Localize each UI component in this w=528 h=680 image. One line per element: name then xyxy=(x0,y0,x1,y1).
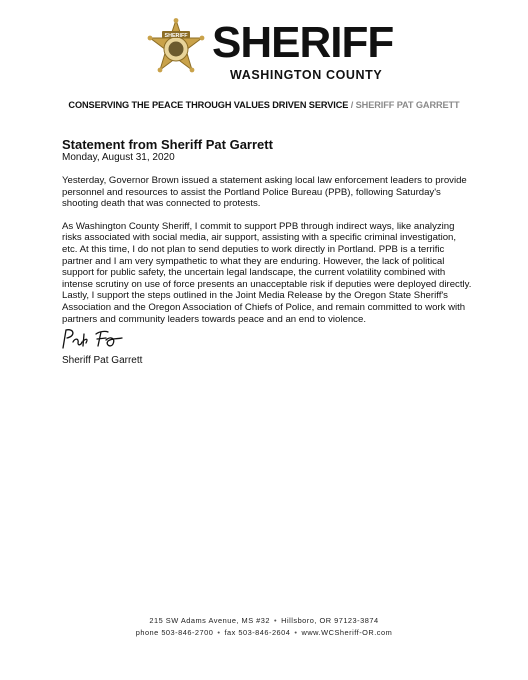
badge-ring-text: SHERIFF xyxy=(164,32,188,39)
tagline xyxy=(0,100,528,110)
tagline-primary: CONSERVING THE PEACE THROUGH VALUES DRIVEN SERVICE xyxy=(68,100,349,110)
letterhead xyxy=(0,14,528,84)
footer-fax: fax 503-846-2604 xyxy=(224,628,291,637)
brand-subtitle: WASHINGTON COUNTY xyxy=(230,68,383,82)
statement-body xyxy=(62,137,474,336)
statement-date: Monday, August 31, 2020 xyxy=(62,152,175,163)
footer-separator: • xyxy=(294,628,298,637)
footer-separator: • xyxy=(274,616,278,625)
sheriff-star-badge-icon xyxy=(144,18,208,82)
footer-website-link[interactable]: www.WCSheriff-OR.com xyxy=(301,628,393,637)
statement-title: Statement from Sheriff Pat Garrett xyxy=(62,137,273,152)
brand-title: SHERIFF xyxy=(212,18,394,67)
letterhead-footer xyxy=(0,615,528,639)
handwritten-signature xyxy=(60,326,130,352)
footer-address: 215 SW Adams Avenue, MS #32 xyxy=(149,616,271,625)
tagline-secondary: SHERIFF PAT GARRETT xyxy=(355,100,460,110)
paragraph: As Washington County Sheriff, I commit to support PPB through indirect ways, like analyzing risks associated with social media, air support, assisting with a specific criminal investigation, etc. At this time, I do not plan to send deputies to work directly in Portland. PPB is a terrific partner and I am very sympathetic to what they are enduring. However, the lack of political support for public safety, the uncertain legal landscape, the current volatility combined with intense scrutiny on use of force presents an unacceptable risk if deputies were deployed directly. Lastly, I support the steps outlined in the Joint Media Release by the Oregon State Sheriff's Association and the Oregon Association of Chiefs of Police, and remain committed to work with partners and community leaders towards peace and an end to violence. xyxy=(62,220,472,325)
footer-separator: • xyxy=(217,628,221,637)
signer-name: Sheriff Pat Garrett xyxy=(62,355,143,366)
footer-phone: phone 503-846-2700 xyxy=(135,628,214,637)
paragraph: Yesterday, Governor Brown issued a statement asking local law enforcement leaders to provide personnel and resources to assist the Portland Police Bureau (PPB), following Saturday's shooting death that was connected to protests. xyxy=(62,175,467,210)
tagline-divider: / xyxy=(348,100,356,110)
footer-city: Hillsboro, OR 97123-3874 xyxy=(281,616,379,625)
